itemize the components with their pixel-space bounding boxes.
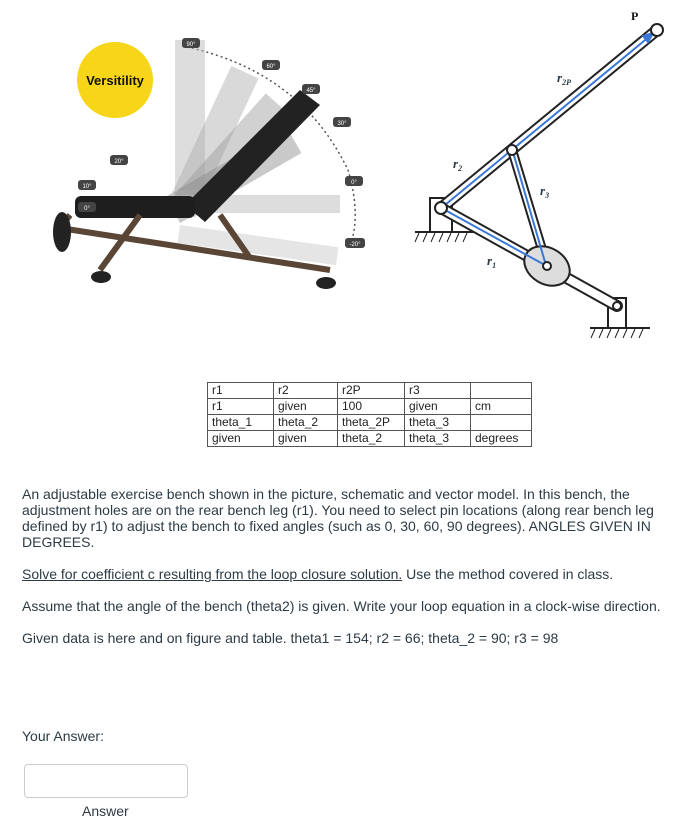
question-text: [22, 486, 662, 662]
table-row: [208, 415, 532, 431]
label-r1: $r_1$: [487, 253, 497, 270]
answer-input[interactable]: [24, 764, 188, 798]
table-cell: cm: [471, 399, 532, 415]
table-cell: r2: [274, 383, 338, 399]
question-paragraph-2: [22, 566, 662, 582]
angle-label-60: 60°: [266, 64, 276, 70]
label-r3: $r_3$: [540, 183, 550, 200]
question-paragraph-4: Given data is here and on figure and table. theta1 = 154; r2 = 66; theta_2 = 90; r3 = 98: [22, 630, 559, 646]
angle-label-seat-10: 10°: [82, 184, 92, 190]
table-cell: given: [274, 399, 338, 415]
table-cell: given: [208, 431, 274, 447]
table-cell: 100: [338, 399, 405, 415]
angle-label-seat-20: 20°: [114, 159, 124, 165]
table-cell: theta_2: [274, 415, 338, 431]
table-cell: theta_1: [208, 415, 274, 431]
vector-r2p: [445, 36, 650, 205]
angle-label-90: 90°: [186, 42, 196, 48]
label-r2: $r_2$: [453, 156, 463, 173]
table-cell: theta_2P: [338, 415, 405, 431]
question-paragraph-1: An adjustable exercise bench shown in the picture, schematic and vector model. In this bench, the adjustment holes are on the rear bench leg (r1). You need to select pin locations (along rear bench leg defined by r1) to adjust the bench to fixed angles (such as 0, 30, 60, 90 degrees). ANGLES GIVEN IN DEGREES.: [22, 486, 654, 550]
brand-badge-text: Versitility: [86, 73, 144, 88]
table-cell: given: [405, 399, 471, 415]
joint-p: [651, 24, 663, 36]
table-row: [208, 399, 532, 415]
table-cell: r1: [208, 399, 274, 415]
angle-label-30: 30°: [337, 121, 347, 127]
question-task-rest: Use the method covered in class.: [402, 566, 614, 582]
problem-figure: [0, 0, 684, 372]
table-cell: [471, 415, 532, 431]
your-answer-label: Your Answer:: [22, 728, 104, 744]
table-cell: r1: [208, 383, 274, 399]
table-cell: given: [274, 431, 338, 447]
ground-left-hatch: [415, 233, 467, 242]
answer-caption: Answer: [82, 803, 129, 819]
table-cell: theta_2: [338, 431, 405, 447]
table-cell: degrees: [471, 431, 532, 447]
label-r2p: $r_{2P}$: [557, 70, 571, 87]
schematic-diagram: [395, 0, 680, 372]
table-cell: [471, 383, 532, 399]
rear-foot: [316, 277, 336, 289]
joint-mid: [507, 145, 517, 155]
angle-label-seat-0: 0°: [84, 206, 90, 212]
table-cell: theta_3: [405, 431, 471, 447]
front-foot: [91, 271, 111, 283]
given-data-table: [207, 382, 532, 447]
label-p: P: [631, 9, 639, 23]
angle-label-0: 0°: [351, 180, 357, 186]
joint-left: [435, 202, 447, 214]
leg-roller: [53, 212, 71, 252]
table-row: [208, 383, 532, 399]
bench-photo: [0, 0, 400, 300]
ground-right-hatch: [591, 329, 643, 338]
table-row: [208, 431, 532, 447]
joint-slider: [543, 262, 551, 270]
table-cell: r2P: [338, 383, 405, 399]
table-cell: theta_3: [405, 415, 471, 431]
joint-right: [613, 302, 621, 310]
angle-label-neg20: -20°: [349, 242, 361, 248]
table-cell: r3: [405, 383, 471, 399]
question-task-underlined: Solve for coefficient c resulting from the loop closure solution.: [22, 566, 403, 582]
angle-label-45: 45°: [306, 88, 316, 94]
question-paragraph-3: Assume that the angle of the bench (theta2) is given. Write your loop equation in a clock-wise direction.: [22, 598, 661, 614]
